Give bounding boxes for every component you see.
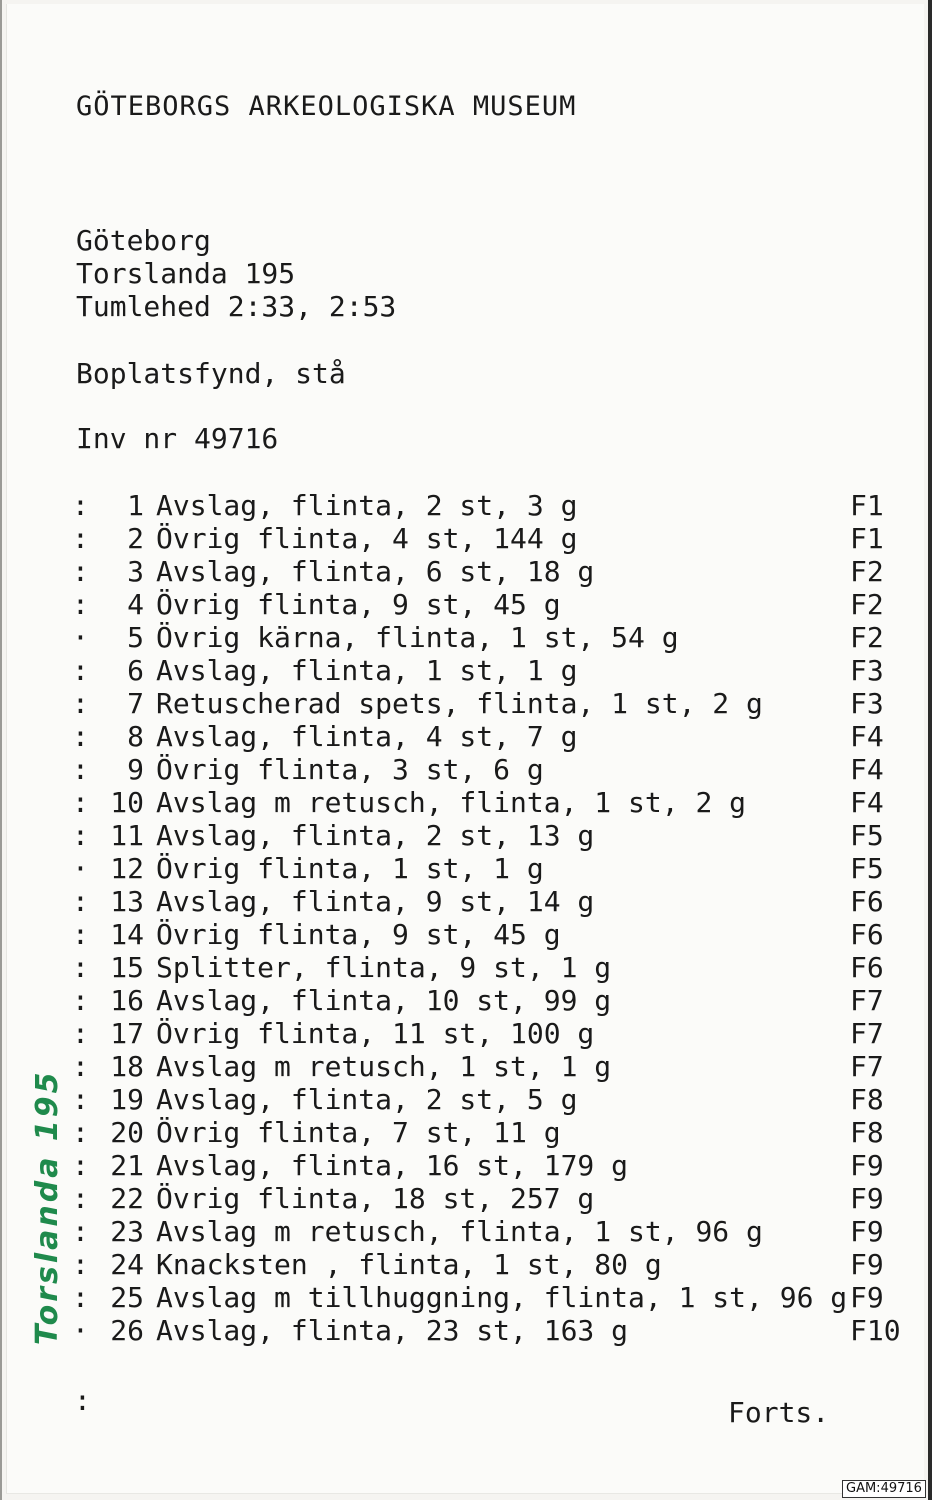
item-number: 22: [110, 1182, 144, 1215]
list-item: [72, 1116, 912, 1149]
item-field-code: F9: [850, 1248, 884, 1281]
item-number: 25: [110, 1281, 144, 1314]
list-item: [72, 1281, 912, 1314]
item-marker: ·: [72, 1314, 89, 1347]
list-item: [72, 951, 912, 984]
list-item: [72, 1248, 912, 1281]
item-field-code: F4: [850, 720, 884, 753]
item-number: 7: [127, 687, 144, 720]
item-marker: :: [72, 819, 89, 852]
item-marker: :: [72, 654, 89, 687]
item-number: 5: [127, 621, 144, 654]
item-description: Avslag m retusch, flinta, 1 st, 96 g: [156, 1215, 763, 1248]
item-description: Övrig flinta, 18 st, 257 g: [156, 1182, 595, 1215]
item-field-code: F2: [850, 555, 884, 588]
item-description: Övrig flinta, 4 st, 144 g: [156, 522, 578, 555]
list-item: [72, 687, 912, 720]
item-marker: :: [72, 1215, 89, 1248]
item-description: Avslag, flinta, 16 st, 179 g: [156, 1149, 629, 1182]
item-field-code: F6: [850, 951, 884, 984]
item-marker: :: [72, 588, 89, 621]
item-description: Övrig flinta, 1 st, 1 g: [156, 852, 544, 885]
item-marker: :: [72, 984, 89, 1017]
item-marker: :: [72, 1116, 89, 1149]
inventory-stamp: GAM:49716: [842, 1480, 926, 1498]
site-line: Tumlehed 2:33, 2:53: [76, 290, 397, 323]
list-item: [72, 918, 912, 951]
item-field-code: F7: [850, 1050, 884, 1083]
scan-right-edge: [928, 0, 932, 1500]
list-item: [72, 621, 912, 654]
list-item: [72, 1050, 912, 1083]
item-description: Avslag, flinta, 6 st, 18 g: [156, 555, 595, 588]
list-item: [72, 588, 912, 621]
list-item: [72, 522, 912, 555]
item-number: 23: [110, 1215, 144, 1248]
item-number: 1: [127, 489, 144, 522]
item-description: Retuscherad spets, flinta, 1 st, 2 g: [156, 687, 763, 720]
item-description: Övrig flinta, 11 st, 100 g: [156, 1017, 595, 1050]
list-item: [72, 786, 912, 819]
item-marker: :: [72, 1248, 89, 1281]
item-field-code: F3: [850, 654, 884, 687]
item-marker: :: [72, 1149, 89, 1182]
item-description: Avslag, flinta, 2 st, 5 g: [156, 1083, 578, 1116]
scan-left-edge: [0, 0, 2, 1500]
item-field-code: F10: [850, 1314, 901, 1347]
item-marker: :: [72, 1050, 89, 1083]
item-number: 19: [110, 1083, 144, 1116]
item-marker: :: [72, 489, 89, 522]
item-marker: :: [72, 555, 89, 588]
item-description: Övrig flinta, 7 st, 11 g: [156, 1116, 561, 1149]
item-field-code: F4: [850, 753, 884, 786]
item-marker: :: [72, 786, 89, 819]
item-description: Avslag, flinta, 1 st, 1 g: [156, 654, 578, 687]
item-number: 17: [110, 1017, 144, 1050]
item-marker: :: [72, 753, 89, 786]
item-number: 8: [127, 720, 144, 753]
item-description: Avslag, flinta, 4 st, 7 g: [156, 720, 578, 753]
list-item: [72, 720, 912, 753]
item-field-code: F6: [850, 885, 884, 918]
item-number: 20: [110, 1116, 144, 1149]
item-number: 16: [110, 984, 144, 1017]
item-marker: :: [72, 1281, 89, 1314]
item-description: Övrig flinta, 9 st, 45 g: [156, 588, 561, 621]
list-item: [72, 489, 912, 522]
item-number: 15: [110, 951, 144, 984]
item-field-code: F7: [850, 984, 884, 1017]
item-marker: :: [72, 720, 89, 753]
item-field-code: F5: [850, 852, 884, 885]
item-number: 13: [110, 885, 144, 918]
item-marker: :: [72, 951, 89, 984]
item-description: Splitter, flinta, 9 st, 1 g: [156, 951, 612, 984]
item-number: 24: [110, 1248, 144, 1281]
continued-note: Forts.: [728, 1396, 830, 1429]
item-field-code: F9: [850, 1182, 884, 1215]
list-item: [72, 1149, 912, 1182]
item-number: 10: [110, 786, 144, 819]
item-marker: :: [72, 1017, 89, 1050]
item-marker: :: [72, 1083, 89, 1116]
list-item: [72, 1314, 912, 1347]
handwritten-annotation: Torslanda 195: [30, 1069, 65, 1345]
list-item: [72, 885, 912, 918]
item-number: 12: [110, 852, 144, 885]
list-item: [72, 753, 912, 786]
list-end-marker: :: [74, 1384, 91, 1417]
item-marker: :: [72, 885, 89, 918]
city-line: Göteborg: [76, 224, 211, 257]
item-number: 3: [127, 555, 144, 588]
item-number: 9: [127, 753, 144, 786]
item-marker: ·: [72, 621, 89, 654]
item-description: Knacksten , flinta, 1 st, 80 g: [156, 1248, 662, 1281]
museum-heading: GÖTEBORGS ARKEOLOGISKA MUSEUM: [76, 91, 577, 122]
item-description: Avslag m tillhuggning, flinta, 1 st, 96 g: [156, 1281, 848, 1314]
item-field-code: F6: [850, 918, 884, 951]
item-field-code: F9: [850, 1215, 884, 1248]
list-item: [72, 852, 912, 885]
item-field-code: F1: [850, 522, 884, 555]
list-item: [72, 984, 912, 1017]
item-description: Övrig kärna, flinta, 1 st, 54 g: [156, 621, 679, 654]
item-field-code: F7: [850, 1017, 884, 1050]
item-field-code: F9: [850, 1149, 884, 1182]
item-description: Avslag, flinta, 9 st, 14 g: [156, 885, 595, 918]
inventory-number: Inv nr 49716: [76, 422, 279, 455]
parish-line: Torslanda 195: [76, 257, 296, 290]
item-description: Avslag m retusch, 1 st, 1 g: [156, 1050, 612, 1083]
item-field-code: F8: [850, 1116, 884, 1149]
item-field-code: F2: [850, 621, 884, 654]
list-item: [72, 1182, 912, 1215]
item-number: 2: [127, 522, 144, 555]
item-number: 21: [110, 1149, 144, 1182]
list-item: [72, 1215, 912, 1248]
item-number: 14: [110, 918, 144, 951]
item-number: 4: [127, 588, 144, 621]
item-description: Avslag m retusch, flinta, 1 st, 2 g: [156, 786, 747, 819]
item-description: Övrig flinta, 9 st, 45 g: [156, 918, 561, 951]
item-marker: :: [72, 1182, 89, 1215]
list-item: [72, 1017, 912, 1050]
item-description: Avslag, flinta, 2 st, 13 g: [156, 819, 595, 852]
item-marker: :: [72, 687, 89, 720]
item-description: Övrig flinta, 3 st, 6 g: [156, 753, 544, 786]
item-field-code: F5: [850, 819, 884, 852]
item-number: 18: [110, 1050, 144, 1083]
item-description: Avslag, flinta, 23 st, 163 g: [156, 1314, 629, 1347]
item-description: Avslag, flinta, 2 st, 3 g: [156, 489, 578, 522]
item-field-code: F2: [850, 588, 884, 621]
item-number: 11: [110, 819, 144, 852]
list-item: [72, 819, 912, 852]
item-field-code: F9: [850, 1281, 884, 1314]
item-number: 6: [127, 654, 144, 687]
item-marker: :: [72, 918, 89, 951]
item-marker: :: [72, 522, 89, 555]
item-description: Avslag, flinta, 10 st, 99 g: [156, 984, 612, 1017]
item-field-code: F8: [850, 1083, 884, 1116]
list-item: [72, 1083, 912, 1116]
item-number: 26: [110, 1314, 144, 1347]
item-marker: ·: [72, 852, 89, 885]
item-field-code: F1: [850, 489, 884, 522]
category-line: Boplatsfynd, stå: [76, 357, 346, 390]
list-item: [72, 555, 912, 588]
item-field-code: F3: [850, 687, 884, 720]
list-item: [72, 654, 912, 687]
item-field-code: F4: [850, 786, 884, 819]
